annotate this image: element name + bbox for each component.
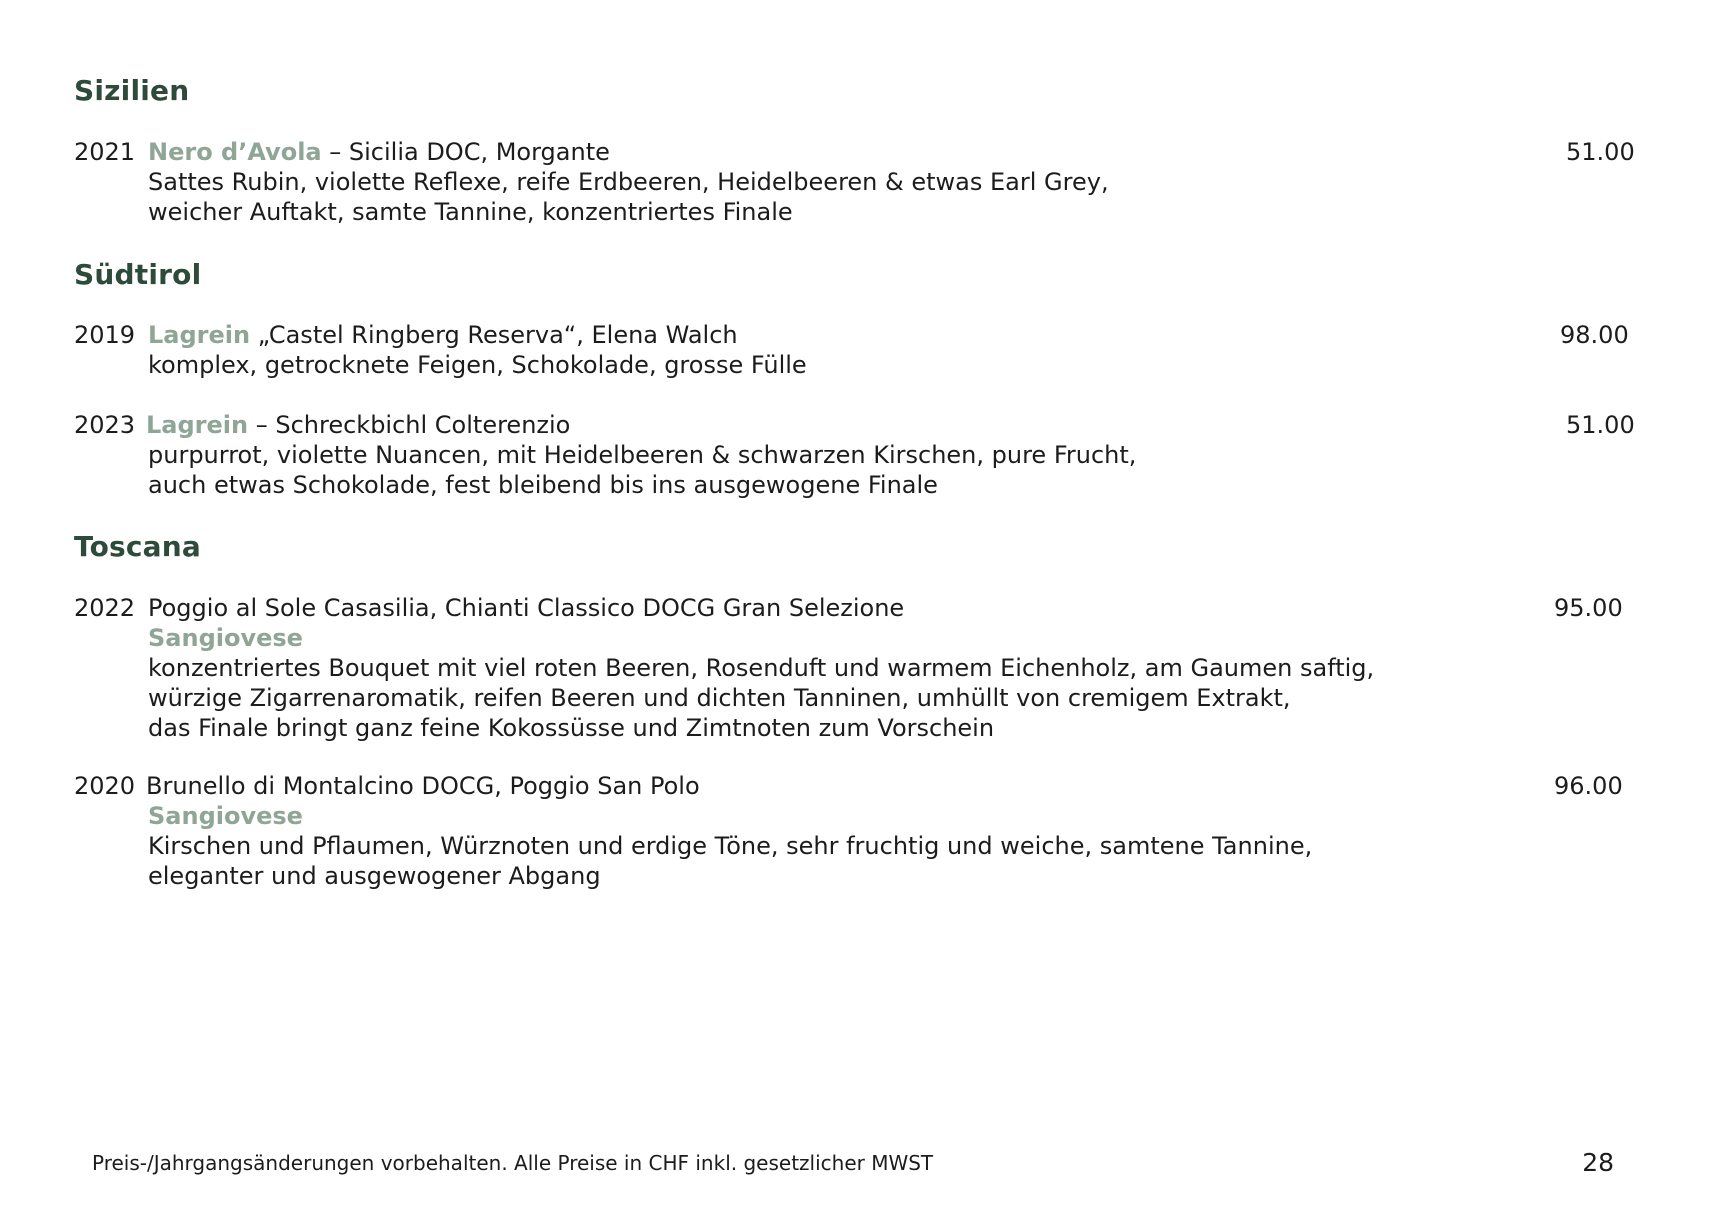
wine-heading <box>74 771 1654 801</box>
wine-description-line: purpurrot, violette Nuancen, mit Heidelbeeren & schwarzen Kirschen, pure Frucht, <box>148 441 1137 469</box>
wine-entry <box>74 320 1654 380</box>
wine-entry <box>74 410 1654 500</box>
footer-note: Preis-/Jahrgangsänderungen vorbehalten. Alle Preise in CHF inkl. gesetzlicher MWST <box>92 1151 934 1175</box>
wine-name: Brunello di Montalcino DOCG, Poggio San Polo <box>146 772 700 800</box>
wine-name: „Castel Ringberg Reserva“, Elena Walch <box>250 321 738 349</box>
section-title-suedtirol: Südtirol <box>74 258 202 291</box>
wine-price: 51.00 <box>1566 411 1635 439</box>
wine-year: 2023 <box>74 411 136 439</box>
wine-name: – Schreckbichl Colterenzio <box>248 411 571 439</box>
wine-varietal: Sangiovese <box>148 624 303 652</box>
wine-description-line: eleganter und ausgewogener Abgang <box>148 862 601 890</box>
wine-description-line: komplex, getrocknete Feigen, Schokolade, grosse Fülle <box>148 351 807 379</box>
wine-entry <box>74 137 1654 227</box>
wine-name: – Sicilia DOC, Morgante <box>321 138 610 166</box>
wine-price: 95.00 <box>1554 594 1623 622</box>
wine-price: 96.00 <box>1554 772 1623 800</box>
wine-description-line: weicher Auftakt, samte Tannine, konzentriertes Finale <box>148 198 793 226</box>
wine-name: Poggio al Sole Casasilia, Chianti Classico DOCG Gran Selezione <box>148 594 905 622</box>
wine-price: 98.00 <box>1560 321 1629 349</box>
wine-varietal: Sangiovese <box>148 802 303 830</box>
wine-heading <box>74 410 1654 440</box>
wine-year: 2020 <box>74 772 136 800</box>
wine-year: 2019 <box>74 321 136 349</box>
wine-description-line: konzentriertes Bouquet mit viel roten Beeren, Rosenduft und warmem Eichenholz, am Gaumen saftig, <box>148 654 1375 682</box>
wine-heading <box>74 320 1654 350</box>
wine-year: 2022 <box>74 594 136 622</box>
wine-entry <box>74 593 1654 743</box>
page-number: 28 <box>1582 1148 1614 1177</box>
wine-description-line: Kirschen und Pflaumen, Würznoten und erdige Töne, sehr fruchtig und weiche, samtene Tannine, <box>148 832 1313 860</box>
wine-grape: Lagrein <box>148 321 251 349</box>
wine-price: 51.00 <box>1566 138 1635 166</box>
wine-description-line: das Finale bringt ganz feine Kokossüsse und Zimtnoten zum Vorschein <box>148 714 995 742</box>
wine-entry <box>74 771 1654 891</box>
wine-year: 2021 <box>74 138 136 166</box>
wine-grape: Lagrein <box>146 411 249 439</box>
wine-heading <box>74 137 1654 167</box>
wine-grape: Nero d’Avola <box>148 138 322 166</box>
wine-description-line: Sattes Rubin, violette Reflexe, reife Erdbeeren, Heidelbeeren & etwas Earl Grey, <box>148 168 1109 196</box>
section-title-sizilien: Sizilien <box>74 74 190 107</box>
wine-heading <box>74 593 1654 623</box>
wine-description-line: auch etwas Schokolade, fest bleibend bis ins ausgewogene Finale <box>148 471 938 499</box>
section-title-toscana: Toscana <box>74 530 202 563</box>
wine-description-line: würzige Zigarrenaromatik, reifen Beeren und dichten Tanninen, umhüllt von cremigem Extrakt, <box>148 684 1291 712</box>
